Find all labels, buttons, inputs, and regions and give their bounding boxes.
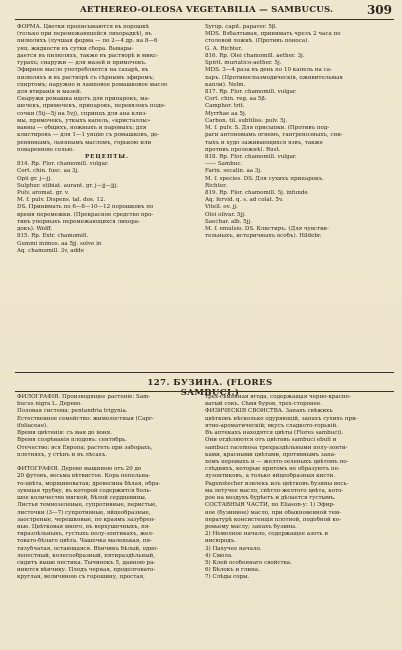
text-line: Они отдѣляются отъ цвѣтовъ sambuci ebuli и <box>205 437 337 444</box>
recipe-line: М. f. pulv. Dispens. tal. dos. 12. <box>17 197 106 204</box>
text-line: тизубчатая, остающаяся. Вѣнчикъ бѣлый, одно- <box>17 545 159 552</box>
text-line: дается въ пилюляхъ, также въ растворѣ и микс- <box>17 52 159 59</box>
text-line: тиразлѣльныхъ, густыхъ полу-зонтикахъ, жел- <box>17 531 154 538</box>
text-line: bucus nigra L. Дерево. <box>17 401 83 408</box>
text-line: Листья темнозеленые, супротивные, перистые, <box>17 502 158 509</box>
text-line: пилюляхъ и въ растворѣ съ сѣрнымъ эфиромъ; <box>17 74 155 81</box>
text-line: круглая, величиною съ горошину, простая, <box>17 574 145 581</box>
recipe-line: тивъ упорныхъ перемежающихся лихора- <box>17 218 140 225</box>
recipe-line: 819. Rp. Flor. chamomill. 5j. infunde <box>205 190 308 197</box>
recipe-line: докъ). Wolff. <box>17 226 53 233</box>
recipe-line: столовой ложкѣ. (Противъ поноса). <box>205 38 310 45</box>
text-line: рое на воздухъ бурѣетъ и дѣлается густымъ. <box>205 495 336 502</box>
recipe-line: M. f. species. DS. Для сухихъ припарокъ. <box>205 175 324 182</box>
text-line: ные. Цвѣтковая много, въ верхушечныхъ, пя- <box>17 523 151 530</box>
text-line: зующая трубку, въ которой содержится боль- <box>17 487 152 494</box>
text-line: цвѣтковъ нѣсколько одуряющій, запахъ сухихъ при- <box>205 415 358 422</box>
recipe-line: —— Sambuc. <box>205 161 243 168</box>
text-line: sambuci racemosa трехраздѣльными полу-зонти- <box>205 444 348 451</box>
recipe-line: Aq. chamomill. 3v, adde <box>17 247 84 254</box>
recipe-line: тыхъ и худо заживающихся язвъ, также <box>205 139 323 146</box>
recipe-line: Gummi mimos. aa 5jj. solve in <box>17 240 102 247</box>
text-line: мы, примочекъ, уткыхъ капель, «кристаллы» <box>17 117 151 124</box>
text-line: плетняхъ, у стѣнъ и въ лѣсахъ. <box>17 451 108 458</box>
recipe-line: раги антоновымъ огнемъ, гангренозныхъ, сни- <box>205 132 343 139</box>
text-line: пературѣ консистенція плотной, подобной ко- <box>205 516 342 523</box>
text-line: ками, красными цвѣтами, противнымъ запа- <box>205 451 336 458</box>
recipe-line: Camphor. trit. <box>205 103 245 110</box>
text-line: ФИТОГРАФІЯ. Дерево вышиною отъ 20 до <box>17 466 142 473</box>
section-rule-bottom <box>15 391 394 392</box>
text-line: 20 футовъ, весьма вѣтвистое. Кора пепельна- <box>17 473 151 480</box>
text-line: Эфирное масло употребляется на сахарѣ, въ <box>17 67 149 74</box>
recipe-line: M. f. pulv. S. Для присыпки. (Противъ под- <box>205 125 330 132</box>
text-line: хомъ перевыхъ и — желто-зеленыхъ цвѣтомъ по- <box>205 458 349 465</box>
running-header: AETHEREO-OLEOSA VEGETABILIA — SAMBUCUS. <box>80 5 334 15</box>
text-line: Половая система: pentandria trigynia. <box>17 408 128 415</box>
section-rule-top <box>15 372 394 373</box>
recipe-line: Richter. <box>205 182 227 189</box>
recipe-line: Aq. fervid. q. s. ad colat. 5v. <box>205 197 284 204</box>
recipe-line: Farin. secalin. aa 3j. <box>205 168 262 175</box>
text-line: ватый сокъ. Сѣмя буров, трех-сторонее. <box>205 401 322 408</box>
recipe-line: Cort. chin. reg. aa 5β. <box>205 96 267 103</box>
text-line: то-цвѣта, морщиноватая; древесина бѣлая, обра- <box>17 480 161 487</box>
recipe-line: Myrrhae aa 5j. <box>205 110 247 117</box>
header-rule <box>15 19 394 20</box>
recipe-line: G. A. Richter. <box>205 45 243 52</box>
text-line: товато-бѣлаго цвѣта. Чашечка маленькая, пя- <box>17 538 152 545</box>
text-line: 3) Пахучее начало. <box>205 545 262 552</box>
recipe-line: Vitell. ov. jj. <box>205 204 238 211</box>
text-line: СОСТАВНЫЯ ЧАСТИ, по Eliason-у: 1) Эфир- <box>205 502 335 509</box>
text-line: ФИЛОГРАФІЯ. Производящее растеніе: Sam- <box>17 394 151 400</box>
page-number: 309 <box>366 3 392 17</box>
text-line: ванны — общихъ, ножныхъ и паровыхъ; для <box>17 125 147 132</box>
text-line: лузонтиковъ, а только яйцеобразныя кисти. <box>205 473 335 480</box>
text-line: пилюляхъ (лучшая форма — по 2—4 др. на 8—6 <box>17 38 158 45</box>
recipe-line: Saechar. alb. 5jj. <box>205 218 252 225</box>
recipe-line: 818. Rp. Flor. chamomill. vulgar. <box>205 153 297 160</box>
text-line: 6) Бѣлокъ и глина. <box>205 567 260 574</box>
recipe-line: Olei olivar. 5jj. <box>205 211 246 218</box>
text-line: Время созрѣванія плодовъ: сентябрь. <box>17 437 127 444</box>
recipe-line: 814. Rp. Flor. chamomill. vulgar. <box>17 161 109 168</box>
text-line: ревяннымъ, льнянымъ масломъ, горькою или <box>17 139 152 146</box>
left-column-bottom <box>17 394 197 582</box>
text-line: ФОРМА. Цветки прописываются въ порошкѣ <box>17 24 150 30</box>
text-line: поваренною солью. <box>17 146 75 153</box>
text-line: ФИЗИЧЕСКІЯ СВОЙСТВА. Запахъ свѣжихъ <box>205 408 333 415</box>
text-line: 7) Слѣды соры. <box>205 574 250 581</box>
recipe-line: Pulv. aromat. gr. v. <box>17 190 70 197</box>
text-line: (только при перемежающейся лихорадкѣ), въ <box>17 31 152 38</box>
recipe-line: Sulphur. stibiat. aurant. gr. j—jj—jjj. <box>17 182 119 189</box>
recipe-line: 817. Rp. Flor. chamomill. vulgar. <box>205 88 297 95</box>
text-line: Въ аптекахъ находятся цвѣты (Flores sambuci). <box>205 430 344 437</box>
recipe-line: время перемежки. (Прекрасное средство про- <box>17 211 154 218</box>
text-line: 5) Клей особеннаго свойства. <box>205 560 292 567</box>
text-line: Естественное семейство: жимолостныя (Capr- <box>17 415 154 422</box>
recipe-line: 816. Rp. Olei chamomill. aether. 3j. <box>205 52 305 59</box>
text-line: Pagenstecher извлекъ изъ цвѣтковъ бузины вось- <box>205 480 349 487</box>
recipe-line: Spirit. muriatico-aether. 5j. <box>205 60 282 67</box>
recipe-line: Carbon. til. subtiliss. pulv. 5j. <box>205 117 288 124</box>
text-line: нисюродъ. <box>205 538 236 545</box>
text-line: шое количество мягкой, бѣлой сердцевины. <box>17 495 147 502</box>
text-line: сидитъ выше пестика. Тычинокъ 5, данною ра- <box>17 560 156 567</box>
recipe-line: капли). Nelm. <box>205 81 246 88</box>
text-line: листочки (3—7) супротивные, яйцеобразные, <box>17 509 151 516</box>
text-line: турахъ; снаружи — для мазей и примочекъ. <box>17 60 147 67</box>
recipes-heading: РЕЦЕПТЫ. <box>85 153 129 160</box>
text-line: ровьему маслу; запахъ бузины. <box>205 523 297 530</box>
text-line: спиртомъ; наружно и ламповое ромашковое масло <box>17 81 168 88</box>
text-line: сочки (5ij—5j на 5vj), спринцъ для ана клиз- <box>17 110 148 117</box>
recipe-line: Cort. chin. fusc. aa 3j. <box>17 168 80 175</box>
text-line: 4) Смола. <box>205 552 233 559</box>
left-column-top <box>17 24 197 255</box>
recipe-line: MDS. 3—4 раза въ день по 10 капель на са- <box>205 67 332 74</box>
recipe-line: харъ. (Противоспазмодическія, ожнвительныя <box>205 74 343 81</box>
right-column-top <box>205 24 390 241</box>
text-line: унц. жидкости въ сутки сбора. Вывары- <box>17 45 134 52</box>
text-line: для втиранія и мазей. <box>17 88 82 95</box>
text-line: Снаружи ромашка идетъ для припарокъ, ма- <box>17 96 150 103</box>
text-line: трех-сѣмянная ягода, содержащая черно-красно- <box>205 394 351 400</box>
text-line: ма летучее масло, свѣтло-желтого цвѣта, кото- <box>205 487 344 494</box>
text-line: заостреные, черешковые, по краямъ зазубрен- <box>17 516 156 523</box>
text-line: ifoliaceae). <box>17 422 48 429</box>
text-line: лепестный, колесообразный, пятираздѣльный, <box>17 552 155 559</box>
recipe-line: противъ пролежнѣ). Rust. <box>205 146 281 153</box>
text-line: ннются вѣнчику. Плодъ черная, продолговато- <box>17 567 156 574</box>
text-line: Время цвѣтенія: съ мая до іюня. <box>17 430 112 437</box>
text-line: шечекъ, примочекъ, припарокъ, перевязокъ подо- <box>17 103 166 110</box>
text-line: слѣднихъ, которые притомъ не образуютъ по- <box>205 466 340 473</box>
text-line <box>17 459 197 466</box>
text-line: ятно-ароматическій; вкусъ сладкото-горькій. <box>205 422 338 429</box>
text-line: Отечество: вся Европа; растеть при заборахъ, <box>17 444 153 451</box>
text-line: ное (бузинное) масло, при обыкновенной тем- <box>205 509 342 516</box>
right-column-bottom <box>205 394 390 582</box>
text-line: 2) Немолное начало, содержащее азоть и <box>205 531 329 538</box>
section-title: 127. БУЗИНА. (FLORES SAMBUCI.) <box>147 378 273 398</box>
recipe-line: MDS. Взбалтывая, принимать чрезъ 2 часа по <box>205 31 341 38</box>
recipe-line: 815. Rp. Extr. chamomill. <box>17 233 89 240</box>
recipe-line: M. f. emulsio. DS. Клистиръ. (Для чувстви- <box>205 226 329 233</box>
recipe-line: Syrup. capit. papaver. 5β. <box>205 24 277 30</box>
recipe-line: Opii gr. j—jj. <box>17 175 52 182</box>
text-line: клистировъ — для 1—1 унцію съ ромашковъ, де- <box>17 132 160 139</box>
recipe-line: тельныхъ, истеричныхъ особъ). Hildebr. <box>205 233 322 240</box>
recipe-line: DS. Принимать по 6—8—10—12 порошковъ по <box>17 204 154 211</box>
